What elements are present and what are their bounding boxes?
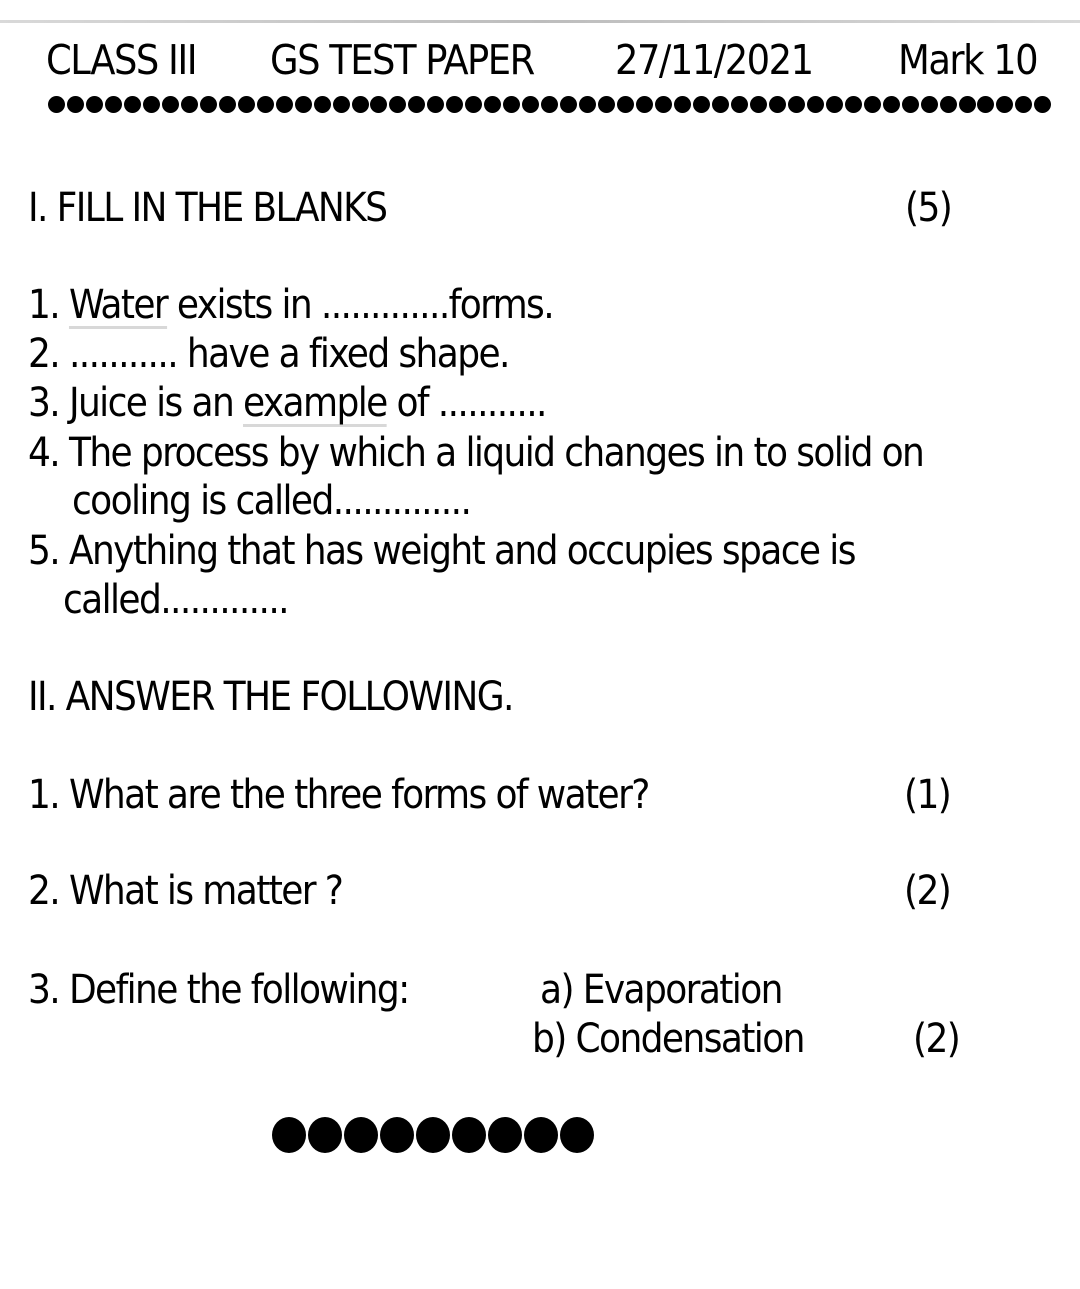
blank-question-1 [28, 281, 553, 329]
paper-title: GS TEST PAPER [270, 36, 534, 84]
divider-dot-icon [295, 96, 312, 113]
class-label: CLASS III [46, 36, 197, 84]
question-number: 4. [28, 430, 60, 476]
divider-dot-icon [124, 96, 141, 113]
divider-dot-icon [370, 96, 387, 113]
end-dot-icon [380, 1117, 414, 1153]
question-text: Juice is an [59, 380, 243, 426]
divider-dot-icon [788, 96, 805, 113]
divider-dot-icon [845, 96, 862, 113]
divider-dot-icon [389, 96, 406, 113]
divider-dot-icon [541, 96, 558, 113]
blank-question-3 [28, 379, 546, 427]
divider-dot-icon [484, 96, 501, 113]
divider-dot-icon [940, 96, 957, 113]
question-text: The process by which a liquid changes in to solid on [59, 430, 924, 476]
question-text: of ........... [386, 380, 546, 426]
divider-dot-icon [522, 96, 539, 113]
divider-dot-icon [105, 96, 122, 113]
top-divider-bar [0, 20, 1080, 23]
divider-dot-icon [1034, 96, 1051, 113]
question-number: 3. [28, 380, 60, 426]
divider-dot-icon [617, 96, 634, 113]
blank-question-4-continuation: cooling is called.............. [72, 478, 471, 524]
question-text: exists in .............forms. [167, 282, 554, 328]
divider-dot-icon [408, 96, 425, 113]
divider-dot-icon [902, 96, 919, 113]
divider-dot-icon [655, 96, 672, 113]
question-number: 2. [28, 331, 60, 377]
divider-dot-icon [219, 96, 236, 113]
divider-dot-icon [1015, 96, 1032, 113]
blank-question-4 [28, 429, 923, 477]
divider-dot-icon [826, 96, 843, 113]
divider-dot-icon [996, 96, 1013, 113]
exam-date: 27/11/2021 [615, 36, 813, 84]
answer-question-2: 2. What is matter ? [28, 868, 343, 914]
header-dotted-divider [48, 96, 1052, 116]
divider-dot-icon [427, 96, 444, 113]
spellcheck-underlined-word: Water [68, 282, 168, 328]
answer-question-1-marks: (1) [904, 772, 951, 818]
divider-dot-icon [333, 96, 350, 113]
answer-question-3-part-b: b) Condensation [532, 1016, 804, 1062]
divider-dot-icon [693, 96, 710, 113]
divider-dot-icon [883, 96, 900, 113]
answer-question-3-marks: (2) [913, 1016, 960, 1062]
divider-dot-icon [864, 96, 881, 113]
section-2-heading: II. ANSWER THE FOLLOWING. [28, 674, 513, 720]
question-text: Anything that has weight and occupies space is [59, 528, 855, 574]
divider-dot-icon [352, 96, 369, 113]
blank-question-5 [28, 527, 855, 575]
divider-dot-icon [503, 96, 520, 113]
divider-dot-icon [959, 96, 976, 113]
end-of-paper-dots [272, 1117, 596, 1153]
answer-question-3: 3. Define the following: [28, 967, 409, 1013]
end-dot-icon [524, 1117, 558, 1153]
divider-dot-icon [257, 96, 274, 113]
divider-dot-icon [636, 96, 653, 113]
divider-dot-icon [579, 96, 596, 113]
question-text: ........... have a fixed shape. [59, 331, 509, 377]
blank-question-2 [28, 330, 509, 378]
end-dot-icon [488, 1117, 522, 1153]
divider-dot-icon [750, 96, 767, 113]
divider-dot-icon [769, 96, 786, 113]
section-1-marks: (5) [905, 185, 952, 231]
answer-question-1: 1. What are the three forms of water? [28, 772, 649, 818]
end-dot-icon [344, 1117, 378, 1153]
question-number: 5. [28, 528, 60, 574]
end-dot-icon [272, 1117, 306, 1153]
section-1-heading: I. FILL IN THE BLANKS [28, 185, 387, 231]
divider-dot-icon [674, 96, 691, 113]
spellcheck-underlined-word: example [243, 380, 387, 426]
divider-dot-icon [143, 96, 160, 113]
divider-dot-icon [162, 96, 179, 113]
blank-question-5-continuation: called............. [63, 577, 288, 623]
divider-dot-icon [712, 96, 729, 113]
answer-question-2-marks: (2) [904, 868, 951, 914]
divider-dot-icon [977, 96, 994, 113]
total-marks: Mark 10 [898, 36, 1038, 84]
divider-dot-icon [238, 96, 255, 113]
question-number: 1. [28, 282, 60, 328]
end-dot-icon [308, 1117, 342, 1153]
divider-dot-icon [200, 96, 217, 113]
divider-dot-icon [465, 96, 482, 113]
divider-dot-icon [67, 96, 84, 113]
divider-dot-icon [921, 96, 938, 113]
divider-dot-icon [314, 96, 331, 113]
end-dot-icon [560, 1117, 594, 1153]
answer-question-3-part-a: a) Evaporation [540, 967, 782, 1013]
divider-dot-icon [181, 96, 198, 113]
divider-dot-icon [560, 96, 577, 113]
divider-dot-icon [276, 96, 293, 113]
divider-dot-icon [86, 96, 103, 113]
end-dot-icon [452, 1117, 486, 1153]
end-dot-icon [416, 1117, 450, 1153]
divider-dot-icon [731, 96, 748, 113]
divider-dot-icon [48, 96, 65, 113]
divider-dot-icon [598, 96, 615, 113]
divider-dot-icon [807, 96, 824, 113]
divider-dot-icon [446, 96, 463, 113]
